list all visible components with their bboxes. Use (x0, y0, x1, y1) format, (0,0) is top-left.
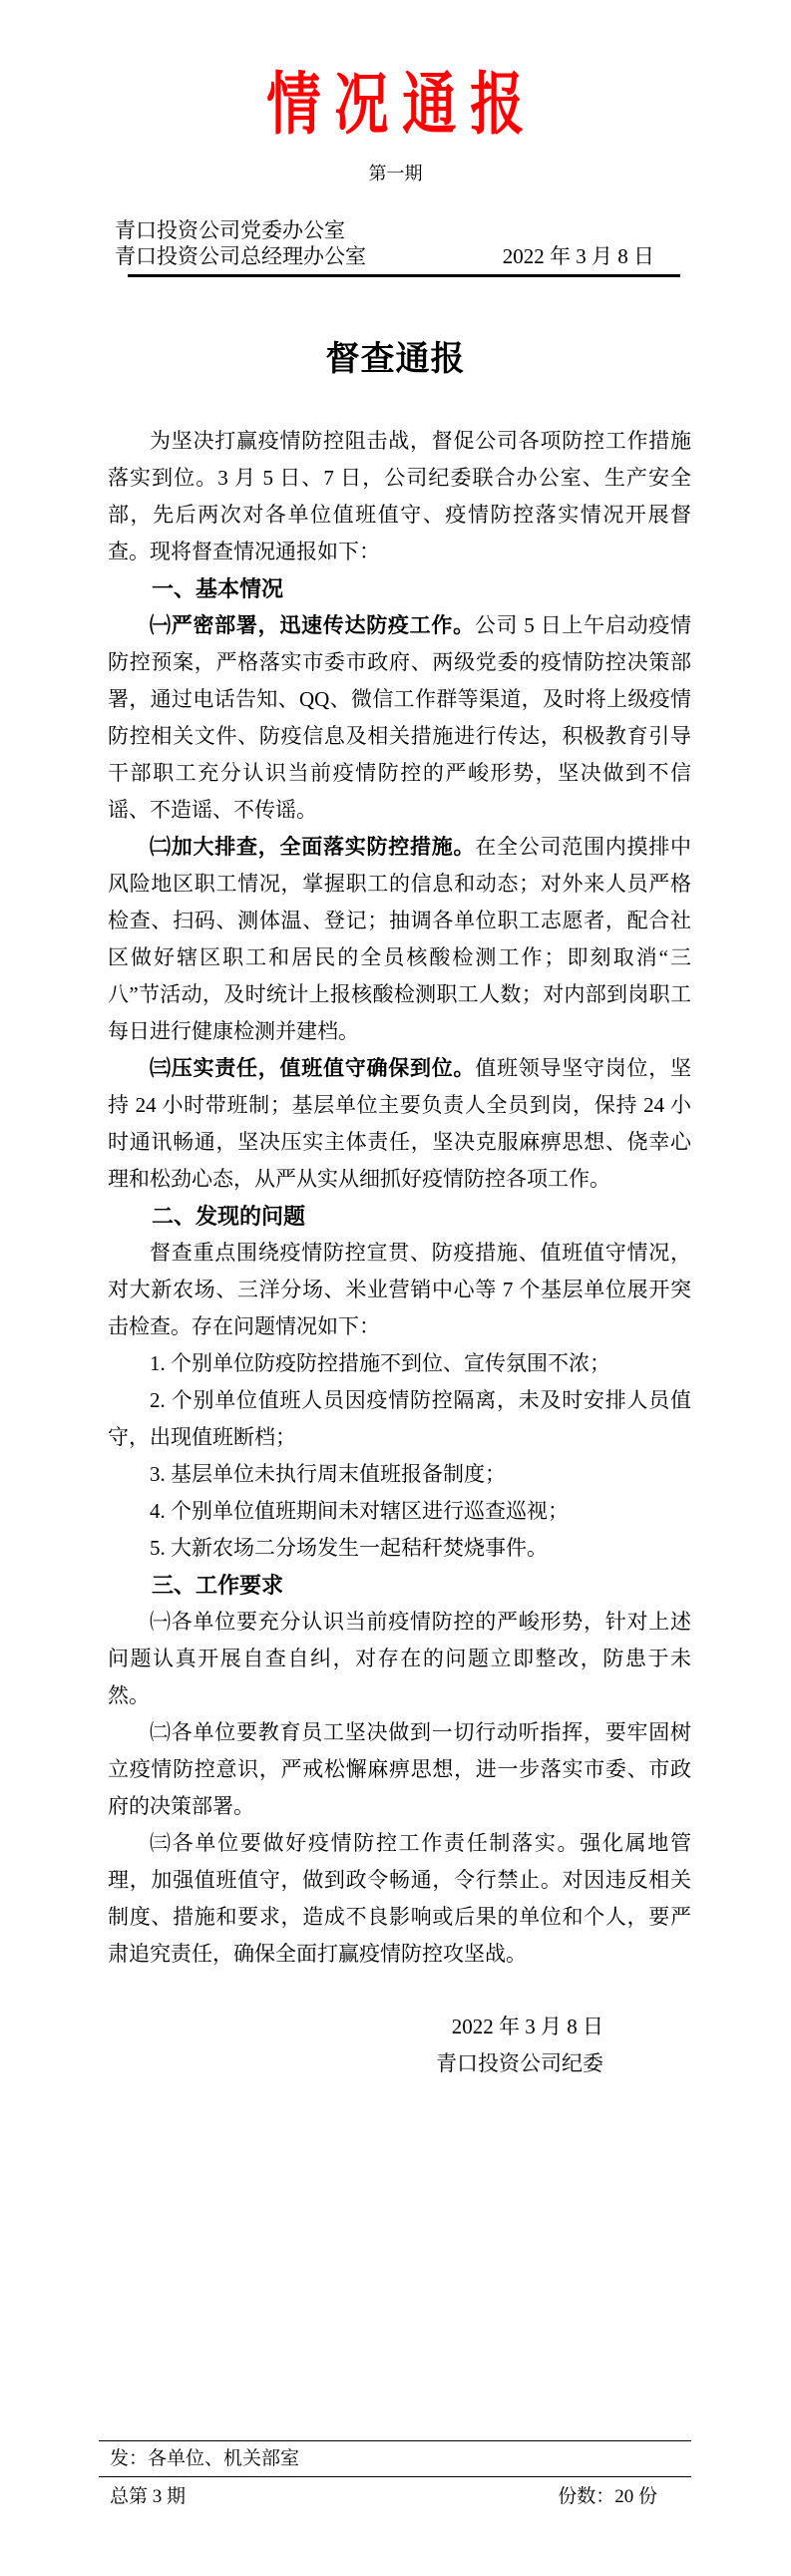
letterhead (115, 217, 680, 269)
letterhead-date: 2022 年 3 月 8 日 (502, 244, 654, 268)
letterhead-row-2 (115, 243, 680, 269)
paragraph-text: 公司 5 日上午启动疫情防控预案，严格落实市委市政府、两级党委的疫情防控决策部署，通过电话告知、QQ、微信工作群等渠道，及时将上级疫情防控相关文件、防疫信息及相关措施进行传达，积极教育引导干部职工充分认识当前疫情防控的严峻形势，坚决做到不信谣、不造谣、不传谣。 (108, 613, 692, 822)
document-footer (99, 2440, 691, 2507)
signature-date: 2022 年 3 月 8 日 (451, 2015, 603, 2038)
problem-item-1: 1. 个别单位防疫防控措施不到位、宣传氛围不浓； (150, 1351, 610, 1375)
paragraph-lead: ㈢压实责任，值班值守确保到位。 (150, 1056, 476, 1080)
section-1-paragraph-3 (108, 1050, 691, 1198)
section-2-heading: 二、发现的问题 (152, 1204, 306, 1229)
problem-item-4: 4. 个别单位值班期间未对辖区进行巡查巡视； (150, 1499, 569, 1523)
footer-issue-total: 总第 3 期 (110, 2486, 187, 2507)
document-heading: 督查通报 (325, 340, 466, 378)
letterhead-divider-rule (128, 274, 680, 277)
section-3-paragraph-2: ㈡各单位要教育员工坚决做到一切行动听指挥，要牢固树立疫情防控意识，严戒松懈麻痹思想，进一步落实市委、市政府的决策部署。 (108, 1720, 691, 1818)
letterhead-office-2: 青口投资公司总经理办公室 (115, 244, 366, 268)
letterhead-office-1: 青口投资公司党委办公室 (115, 218, 345, 242)
footer-distribution: 发：各单位、机关部室 (110, 2448, 300, 2469)
paragraph-text: 在全公司范围内摸排中风险地区职工情况，掌握职工的信息和动态；对外来人员严格检查、扫码、测体温、登记；抽调各单位职工志愿者，配合社区做好辖区职工和居民的全员核酸检测工作；即刻取消“三八”节活动，及时统计上报核酸检测职工人数；对内部到岗职工每日进行健康检测并建档。 (108, 835, 691, 1043)
problem-item-2: 2. 个别单位值班人员因疫情防控隔离，未及时安排人员值守，出现值班断档； (108, 1388, 691, 1449)
problem-item-3: 3. 基层单位未执行周末值班报备制度； (150, 1462, 506, 1486)
signature-block (0, 2009, 661, 2082)
footer-copies: 份数：20 份 (558, 2486, 657, 2507)
paragraph-lead: ㈠严密部署，迅速传达防疫工作。 (150, 613, 475, 637)
masthead-title: 情 况 通 报 (266, 67, 525, 143)
paragraph-text: 值班领导坚守岗位，坚持 24 小时带班制；基层单位主要负责人全员到岗，保持 24 小时通讯畅通，坚决压实主体责任，坚决克服麻痹思想、侥幸心理和松劲心态，从严从实从细抓好疫情防控各项工作。 (108, 1056, 691, 1191)
section-1-paragraph-1 (108, 607, 691, 829)
problem-item-5: 5. 大新农场二分场发生一起秸秆焚烧事件。 (150, 1536, 548, 1560)
section-3-paragraph-3: ㈢各单位要做好疫情防控工作责任制落实。强化属地管理，加强值班值守，做到政令畅通，令行禁止。对因违反相关制度、措施和要求，造成不良影响或后果的单位和个人，要严肃追究责任，确保全面打赢疫情防控攻坚战。 (108, 1831, 691, 1966)
signature-name: 青口投资公司纪委 (436, 2051, 603, 2075)
issue-label: 第一期 (368, 164, 423, 184)
section-1-paragraph-2 (108, 829, 691, 1050)
section-1-heading: 一、基本情况 (152, 576, 284, 601)
document-body (108, 423, 691, 1973)
paragraph-lead: ㈡加大排查，全面落实防控措施。 (150, 835, 476, 859)
section-3-heading: 三、工作要求 (152, 1573, 284, 1598)
footer-bottom-row (99, 2477, 691, 2507)
intro-paragraph: 为坚决打赢疫情防控阻击战，督促公司各项防控工作措施落实到位。3 月 5 日、7 日，公司纪委联合办公室、生产安全部，先后两次对各单位值班值守、疫情防控落实情况开展督查。现将督查情况通报如下： (108, 429, 691, 563)
section-2-intro: 督查重点围绕疫情防控宣贯、防疫措施、值班值守情况，对大新农场、三洋分场、米业营销中心等 7 个基层单位展开突击检查。存在问题情况如下： (108, 1241, 691, 1338)
section-3-paragraph-1: ㈠各单位要充分认识当前疫情防控的严峻形势，针对上述问题认真开展自查自纠，对存在的问题立即整改，防患于未然。 (108, 1610, 691, 1707)
